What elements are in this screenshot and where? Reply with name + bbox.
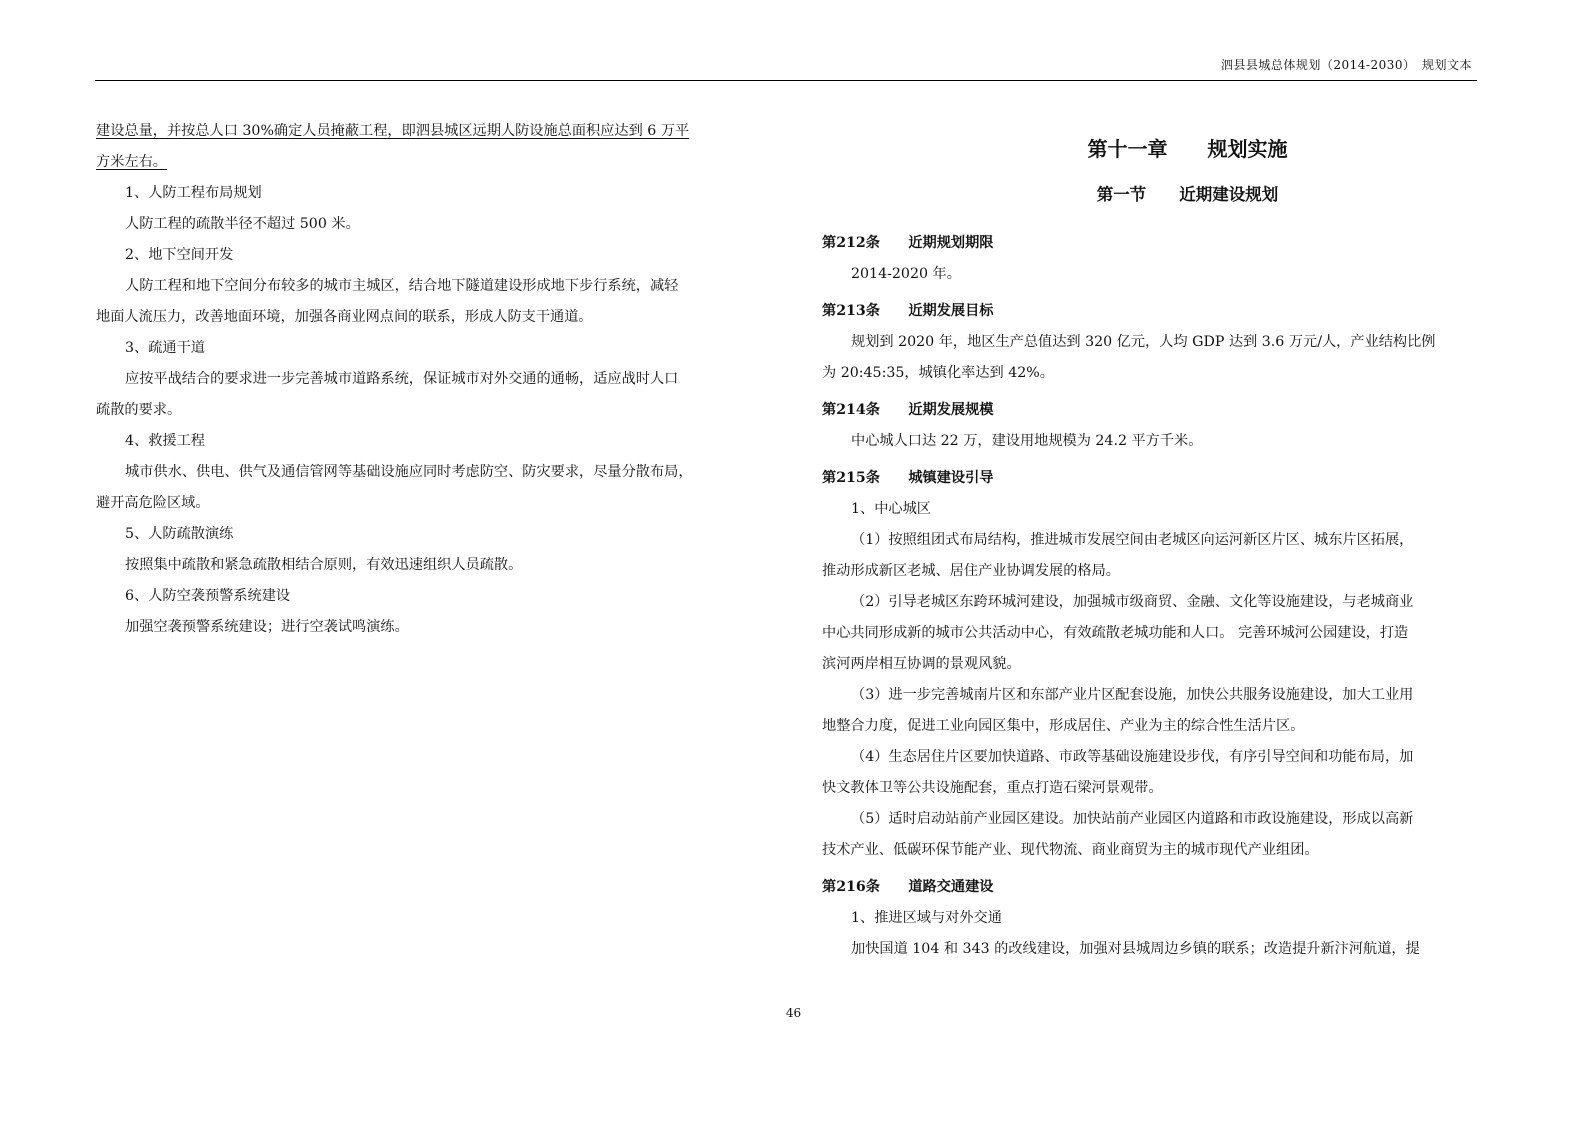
list-heading: 2、地下空间开发 <box>125 247 234 263</box>
left-column <box>96 116 751 643</box>
document-header: 泗县县城总体规划（2014-2030） 规划文本 <box>1220 58 1472 72</box>
paragraph-line: 建设总量，并按总人口 30%确定人员掩蔽工程，即泗县城区远期人防设施总面积应达到 6 万平 <box>96 123 690 139</box>
paragraph-line: 中心共同形成新的城市公共活动中心，有效疏散老城功能和人口。 完善环城河公园建设，打造 <box>822 625 1409 641</box>
paragraph-line: 地面人流压力，改善地面环境，加强各商业网点间的联系，形成人防支干通道。 <box>96 309 593 325</box>
paragraph-line: （3）进一步完善城南片区和东部产业片区配套设施，加快公共服务设施建设，加大工业用 <box>851 687 1414 703</box>
paragraph-line: 按照集中疏散和紧急疏散相结合原则，有效迅速组织人员疏散。 <box>125 557 523 573</box>
paragraph-line: （5）适时启动站前产业园区建设。加快站前产业园区内道路和市政设施建设，形成以高新 <box>851 811 1414 827</box>
paragraph-line: 快文教体卫等公共设施配套，重点打造石梁河景观带。 <box>822 780 1163 796</box>
paragraph-line: 人防工程的疏散半径不超过 500 米。 <box>125 216 360 232</box>
paragraph-line: （4）生态居住片区要加快道路、市政等基础设施建设步伐，有序引导空间和功能布局，加 <box>851 749 1414 765</box>
article-heading: 第213条 近期发展目标 <box>822 303 994 319</box>
paragraph-line: 城市供水、供电、供气及通信管网等基础设施应同时考虑防空、防灾要求，尽量分散布局， <box>125 464 693 480</box>
right-column <box>822 116 1477 965</box>
paragraph-line: 推动形成新区老城、居住产业协调发展的格局。 <box>822 563 1120 579</box>
list-heading: 1、推进区域与对外交通 <box>851 910 1002 926</box>
header-divider <box>95 80 1477 81</box>
article-heading: 第215条 城镇建设引导 <box>822 470 994 486</box>
paragraph-line: 加强空袭预警系统建设；进行空袭试鸣演练。 <box>125 619 409 635</box>
paragraph-line: 滨河两岸相互协调的景观风貌。 <box>822 656 1021 672</box>
section-title: 第一节 近期建设规划 <box>1096 185 1279 204</box>
paragraph-line: 加快国道 104 和 343 的改线建设，加强对县城周边乡镇的联系；改造提升新汴河航道，提 <box>851 941 1420 957</box>
page-number: 46 <box>785 1006 802 1020</box>
paragraph-line: 人防工程和地下空间分布较多的城市主城区，结合地下隧道建设形成地下步行系统，减轻 <box>125 278 679 294</box>
article-heading: 第214条 近期发展规模 <box>822 402 994 418</box>
paragraph-line: 规划到 2020 年，地区生产总值达到 320 亿元，人均 GDP 达到 3.6 万元/人，产业结构比例 <box>851 334 1436 350</box>
list-heading: 4、救援工程 <box>125 433 205 449</box>
list-heading: 1、人防工程布局规划 <box>125 185 262 201</box>
chapter-title: 第十一章 规划实施 <box>1087 137 1288 161</box>
paragraph-line: 地整合力度，促进工业向园区集中，形成居住、产业为主的综合性生活片区。 <box>822 718 1305 734</box>
paragraph-line: （1）按照组团式布局结构，推进城市发展空间由老城区向运河新区片区、城东片区拓展， <box>851 532 1414 548</box>
paragraph-line: 为 20:45:35，城镇化率达到 42%。 <box>822 365 1054 381</box>
list-heading: 5、人防疏散演练 <box>125 526 234 542</box>
paragraph-line: 疏散的要求。 <box>96 402 182 418</box>
list-heading: 6、人防空袭预警系统建设 <box>125 588 291 604</box>
paragraph-line: 避开高危险区域。 <box>96 495 210 511</box>
paragraph-line: 中心城人口达 22 万，建设用地规模为 24.2 平方千米。 <box>851 433 1203 449</box>
article-heading: 第212条 近期规划期限 <box>822 235 994 251</box>
paragraph-line: 技术产业、低碳环保节能产业、现代物流、商业商贸为主的城市现代产业组团。 <box>822 842 1319 858</box>
paragraph-line: 应按平战结合的要求进一步完善城市道路系统，保证城市对外交通的通畅，适应战时人口 <box>125 371 679 387</box>
article-heading: 第216条 道路交通建设 <box>822 879 994 895</box>
list-heading: 3、疏通干道 <box>125 340 205 356</box>
paragraph-line: 2014-2020 年。 <box>851 266 961 282</box>
list-heading: 1、中心城区 <box>851 501 931 517</box>
paragraph-line: 方米左右。 <box>96 154 167 170</box>
paragraph-line: （2）引导老城区东跨环城河建设，加强城市级商贸、金融、文化等设施建设，与老城商业 <box>851 594 1414 610</box>
